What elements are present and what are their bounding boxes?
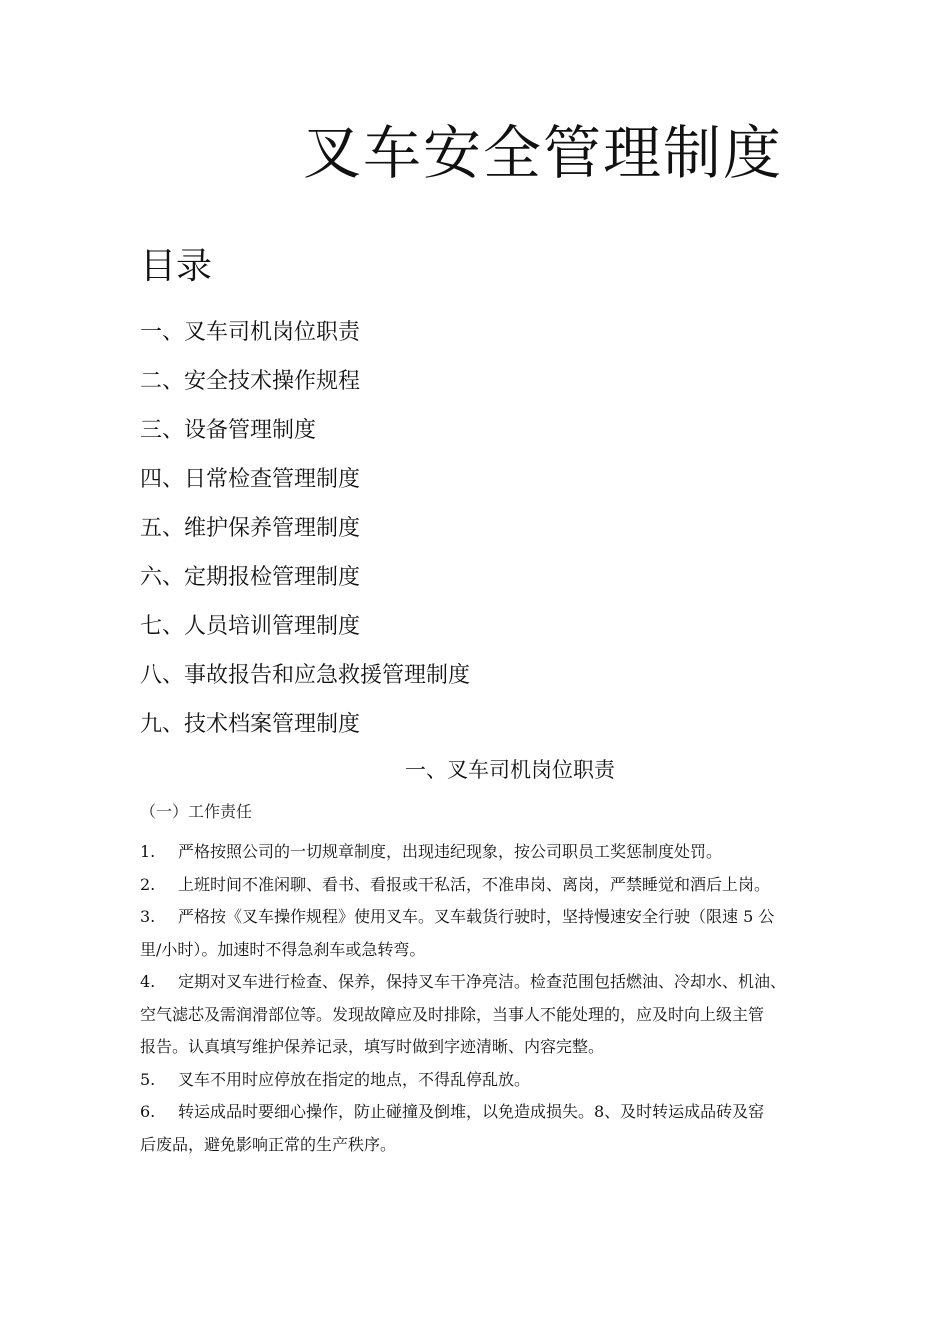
toc-item: 三、设备管理制度 bbox=[140, 418, 317, 443]
paragraph-text: 空气滤芯及需润滑部位等。发现故障应及时排除，当事人不能处理的，应及时向上级主管 bbox=[140, 1004, 765, 1024]
paragraph-number: 5. bbox=[140, 1069, 156, 1089]
paragraph-3 bbox=[140, 901, 892, 966]
document-title: 叉车安全管理制度 bbox=[302, 119, 783, 187]
toc-item: 四、日常检查管理制度 bbox=[140, 467, 361, 492]
paragraph-text: 定期对叉车进行检查、保养，保持叉车干净亮洁。检查范围包括燃油、冷却水、机油、 bbox=[178, 972, 787, 991]
paragraph-4 bbox=[140, 966, 892, 1064]
section-body bbox=[140, 836, 892, 1161]
paragraph-number: 4. bbox=[140, 972, 156, 991]
paragraph-6 bbox=[140, 1096, 892, 1161]
paragraph-text: 叉车不用时应停放在指定的地点，不得乱停乱放。 bbox=[178, 1069, 531, 1089]
paragraph-text: 后废品，避免影响正常的生产秩序。 bbox=[140, 1134, 397, 1154]
paragraph-number: 1. bbox=[140, 842, 156, 861]
paragraph-5 bbox=[140, 1064, 892, 1097]
section-title: 一、叉车司机岗位职责 bbox=[405, 758, 615, 782]
toc-item: 二、安全技术操作规程 bbox=[140, 369, 361, 394]
toc-item: 六、定期报检管理制度 bbox=[140, 565, 361, 590]
paragraph-number: 2. bbox=[140, 874, 156, 894]
toc-item: 五、维护保养管理制度 bbox=[140, 516, 361, 541]
paragraph-number: 6. bbox=[140, 1102, 156, 1121]
toc-heading: 目录 bbox=[140, 246, 213, 287]
toc-list bbox=[140, 308, 470, 749]
paragraph-number: 3. bbox=[140, 907, 156, 926]
paragraph-text: 转运成品时要细心操作，防止碰撞及倒堆，以免造成损失。8、及时转运成品砖及窑 bbox=[178, 1102, 765, 1121]
paragraph-text: 报告。认真填写维护保养记录，填写时做到字迹清晰、内容完整。 bbox=[140, 1037, 605, 1056]
toc-item: 七、人员培训管理制度 bbox=[140, 614, 361, 639]
paragraph-text: 里/小时）。加速时不得急刹车或急转弯。 bbox=[140, 939, 426, 959]
paragraph-text: 严格按照公司的一切规章制度，出现违纪现象，按公司职员工奖惩制度处罚。 bbox=[178, 842, 723, 861]
toc-item: 八、事故报告和应急救援管理制度 bbox=[140, 663, 471, 688]
paragraph-text: 上班时间不准闲聊、看书、看报或干私活，不准串岗、离岗，严禁睡觉和酒后上岗。 bbox=[178, 874, 771, 894]
paragraph-1 bbox=[140, 836, 892, 869]
paragraph-text: 严格按《叉车操作规程》使用叉车。叉车载货行驶时，坚持慢速安全行驶（限速 5 公 bbox=[178, 907, 775, 926]
toc-item: 九、技术档案管理制度 bbox=[140, 712, 361, 737]
subsection-heading: （一）工作责任 bbox=[140, 802, 253, 821]
paragraph-2 bbox=[140, 869, 892, 902]
toc-item: 一、叉车司机岗位职责 bbox=[140, 320, 361, 345]
